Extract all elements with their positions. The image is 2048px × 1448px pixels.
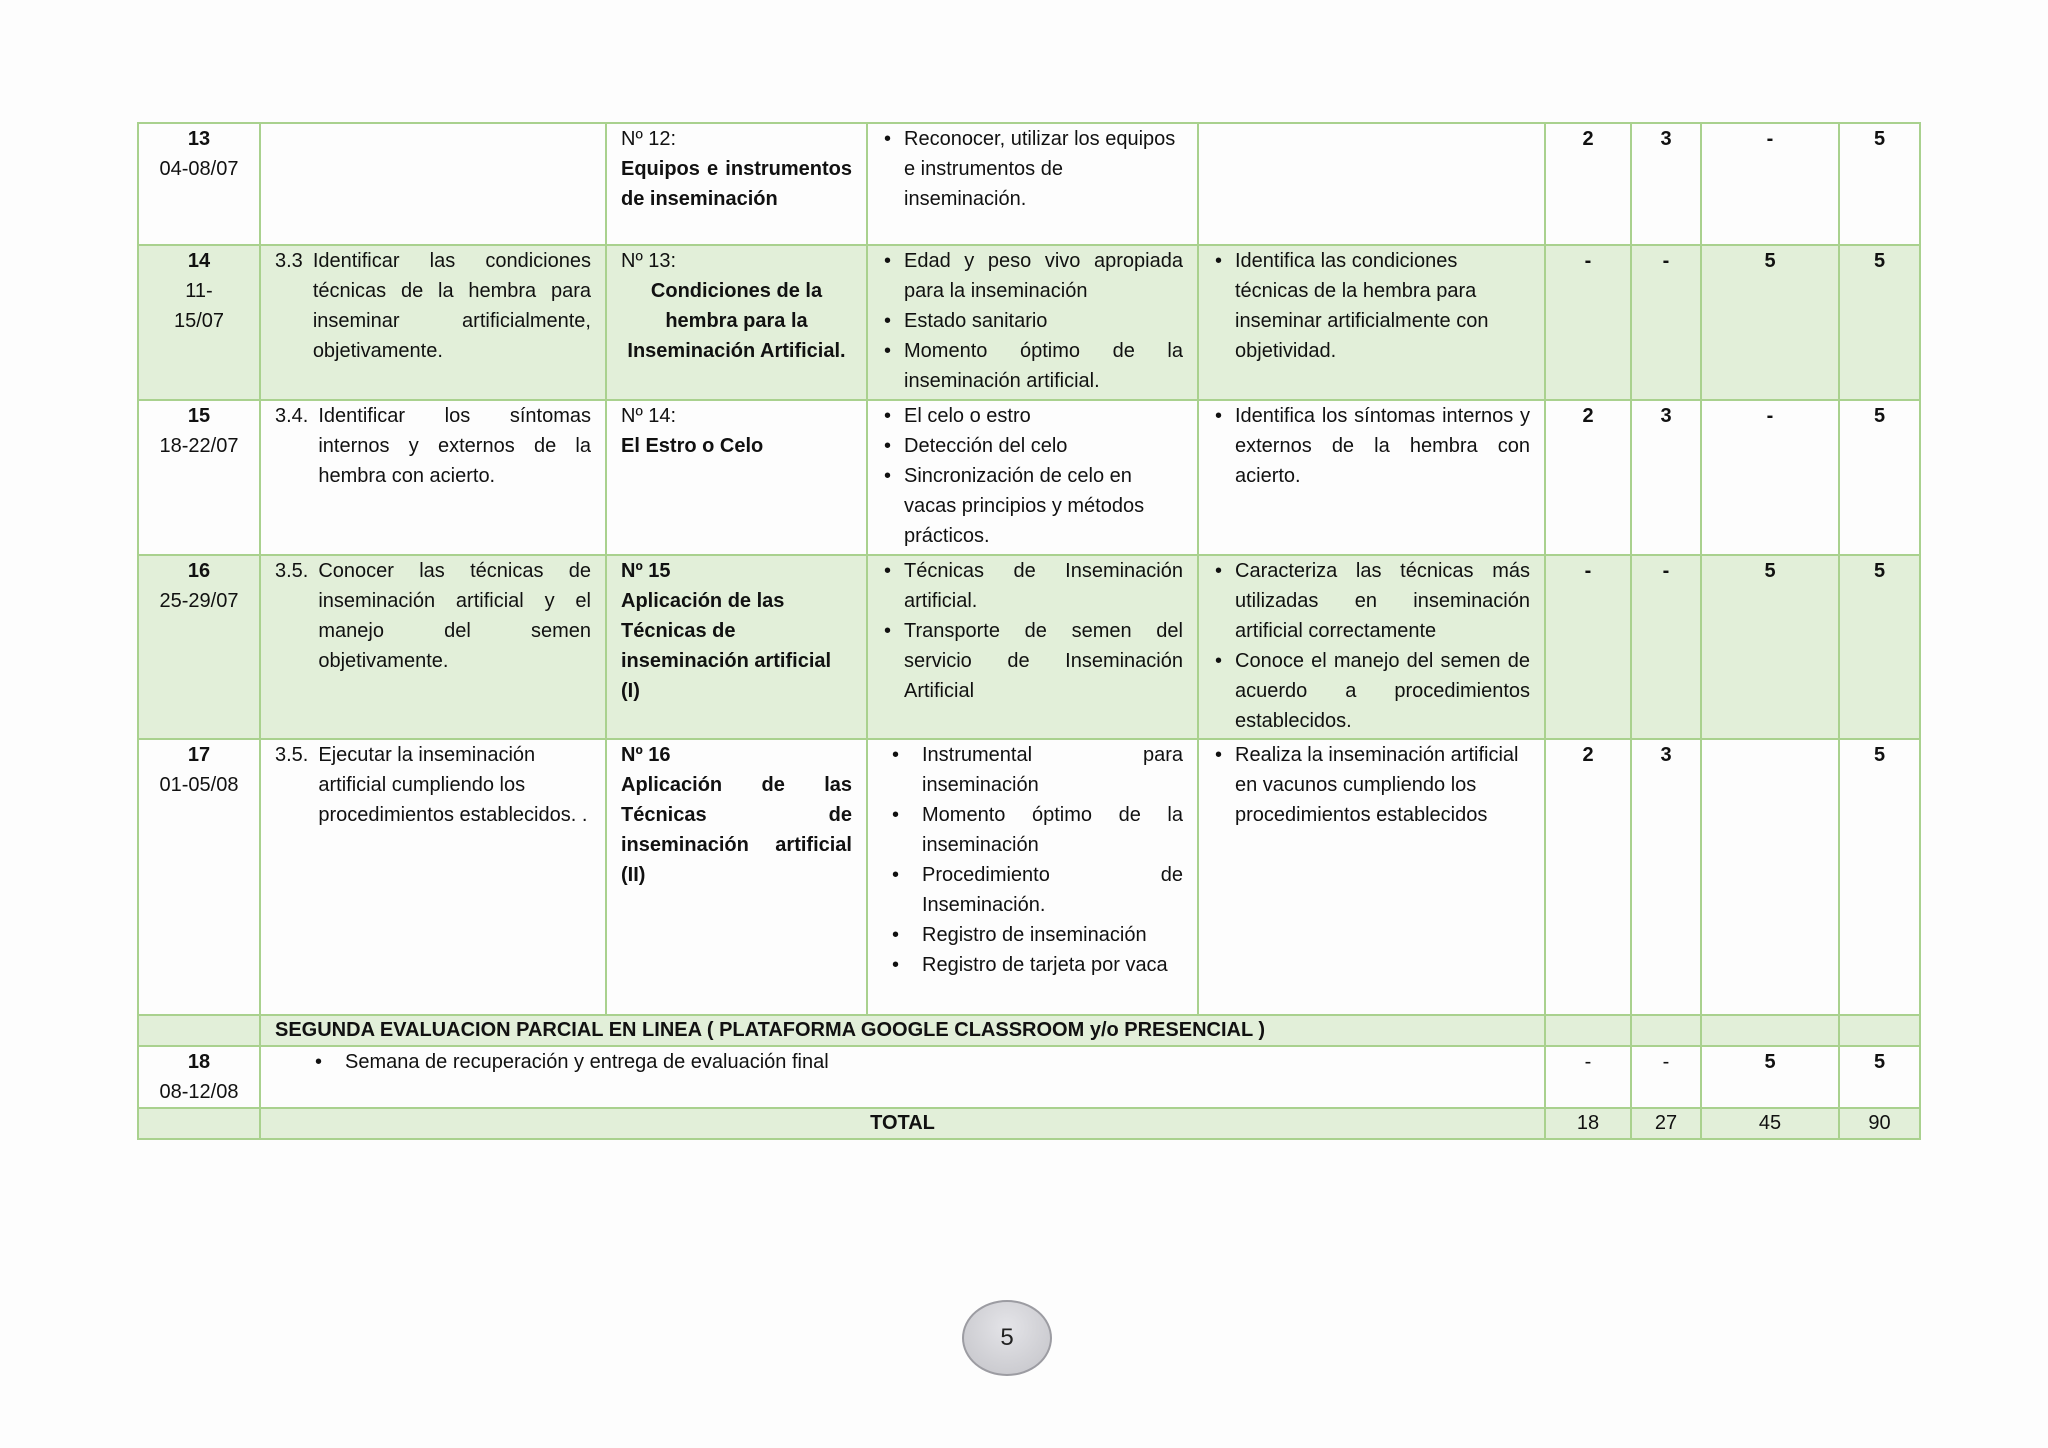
list-item: • Identifica las condiciones técnicas de la hembra para inseminar artificialmente con objetividad.	[1213, 246, 1530, 366]
hours-cell	[1701, 739, 1839, 1015]
schedule-table	[137, 122, 1921, 1140]
week-cell: 15 18-22/07	[138, 400, 260, 555]
objective-cell: 3.5. Conocer las técnicas de inseminación artificial y el manejo del semen objetivamente.	[260, 555, 606, 739]
recovery-text-cell	[260, 1046, 1545, 1108]
list-item: • Reconocer, utilizar los equipos e instrumentos de inseminación.	[882, 124, 1183, 214]
week-cell: 18 08-12/08	[138, 1046, 260, 1108]
hours-cell: 3	[1631, 400, 1701, 555]
list-item: • Sincronización de celo en vacas principios y métodos prácticos.	[882, 461, 1183, 551]
indicators-cell	[1198, 400, 1545, 555]
hours-cell: 5	[1839, 245, 1920, 400]
objective-cell	[260, 123, 606, 245]
hours-cell: 2	[1545, 739, 1631, 1015]
page-number: 5	[962, 1300, 1052, 1376]
session-cell: Nº 13: Condiciones de la hembra para la Inseminación Artificial.	[606, 245, 867, 400]
week-cell: 17 01-05/08	[138, 739, 260, 1015]
week-cell: 14 11-15/07	[138, 245, 260, 400]
session-cell: Nº 15 Aplicación de las Técnicas de inseminación artificial (I)	[606, 555, 867, 739]
hours-cell: 5	[1839, 555, 1920, 739]
objective-cell: 3.5. Ejecutar la inseminación artificial cumpliendo los procedimientos establecidos. .	[260, 739, 606, 1015]
hours-cell: -	[1545, 555, 1631, 739]
total-label: TOTAL	[260, 1108, 1545, 1139]
hours-cell: -	[1545, 245, 1631, 400]
indicators-cell	[1198, 245, 1545, 400]
contents-cell	[867, 739, 1198, 1015]
exam-row	[138, 1015, 1920, 1046]
contents-cell	[867, 400, 1198, 555]
hours-cell: 5	[1701, 555, 1839, 739]
contents-cell	[867, 245, 1198, 400]
list-item: • Identifica los síntomas internos y externos de la hembra con acierto.	[1213, 401, 1530, 491]
recovery-row	[138, 1046, 1920, 1108]
list-item: • El celo o estro	[882, 401, 1183, 431]
table-row	[138, 555, 1920, 739]
week-cell: 13 04-08/07	[138, 123, 260, 245]
list-item: • Edad y peso vivo apropiada para la inseminación	[882, 246, 1183, 306]
list-item: • Registro de inseminación	[882, 920, 1183, 950]
hours-cell: 5	[1839, 1046, 1920, 1108]
list-item: • Realiza la inseminación artificial en vacunos cumpliendo los procedimientos establecidos	[1213, 740, 1530, 830]
objective-cell: 3.4. Identificar los síntomas internos y externos de la hembra con acierto.	[260, 400, 606, 555]
contents-cell	[867, 123, 1198, 245]
total-cell: 90	[1839, 1108, 1920, 1139]
session-cell: Nº 12: Equipos e instrumentos de inseminación	[606, 123, 867, 245]
contents-cell	[867, 555, 1198, 739]
list-item: • Momento óptimo de la inseminación	[882, 800, 1183, 860]
hours-cell: 5	[1701, 1046, 1839, 1108]
list-item: • Semana de recuperación y entrega de evaluación final	[305, 1047, 1530, 1077]
hours-cell: 2	[1545, 123, 1631, 245]
hours-cell: 5	[1701, 245, 1839, 400]
list-item: • Procedimiento de Inseminación.	[882, 860, 1183, 920]
list-item: • Conoce el manejo del semen de acuerdo a procedimientos establecidos.	[1213, 646, 1530, 736]
total-cell: 45	[1701, 1108, 1839, 1139]
table-row	[138, 123, 1920, 245]
table-row	[138, 400, 1920, 555]
hours-cell: 5	[1839, 123, 1920, 245]
hours-cell: -	[1631, 245, 1701, 400]
hours-cell: 5	[1839, 739, 1920, 1015]
table-row	[138, 245, 1920, 400]
hours-cell: -	[1701, 400, 1839, 555]
objective-cell: 3.3 Identificar las condiciones técnicas de la hembra para inseminar artificialmente, objetivamente.	[260, 245, 606, 400]
total-cell: 18	[1545, 1108, 1631, 1139]
exam-label: SEGUNDA EVALUACION PARCIAL EN LINEA ( PLATAFORMA GOOGLE CLASSROOM y/o PRESENCIAL )	[260, 1015, 1545, 1046]
list-item: • Técnicas de Inseminación artificial.	[882, 556, 1183, 616]
hours-cell: 3	[1631, 739, 1701, 1015]
session-cell: Nº 14: El Estro o Celo	[606, 400, 867, 555]
list-item: • Estado sanitario	[882, 306, 1183, 336]
total-row	[138, 1108, 1920, 1139]
hours-cell: 5	[1839, 400, 1920, 555]
indicators-cell	[1198, 555, 1545, 739]
list-item: • Detección del celo	[882, 431, 1183, 461]
week-cell: 16 25-29/07	[138, 555, 260, 739]
list-item: • Registro de tarjeta por vaca	[882, 950, 1183, 980]
session-cell: Nº 16 Aplicación de las Técnicas de inseminación artificial (II)	[606, 739, 867, 1015]
list-item: • Instrumental para inseminación	[882, 740, 1183, 800]
hours-cell: -	[1631, 555, 1701, 739]
indicators-cell	[1198, 739, 1545, 1015]
total-cell: 27	[1631, 1108, 1701, 1139]
hours-cell: 3	[1631, 123, 1701, 245]
hours-cell: -	[1545, 1046, 1631, 1108]
list-item: • Transporte de semen del servicio de Inseminación Artificial	[882, 616, 1183, 706]
list-item: • Momento óptimo de la inseminación artificial.	[882, 336, 1183, 396]
list-item: • Caracteriza las técnicas más utilizadas en inseminación artificial correctamente	[1213, 556, 1530, 646]
hours-cell: -	[1701, 123, 1839, 245]
table-row	[138, 739, 1920, 1015]
hours-cell: 2	[1545, 400, 1631, 555]
indicators-cell	[1198, 123, 1545, 245]
hours-cell: -	[1631, 1046, 1701, 1108]
